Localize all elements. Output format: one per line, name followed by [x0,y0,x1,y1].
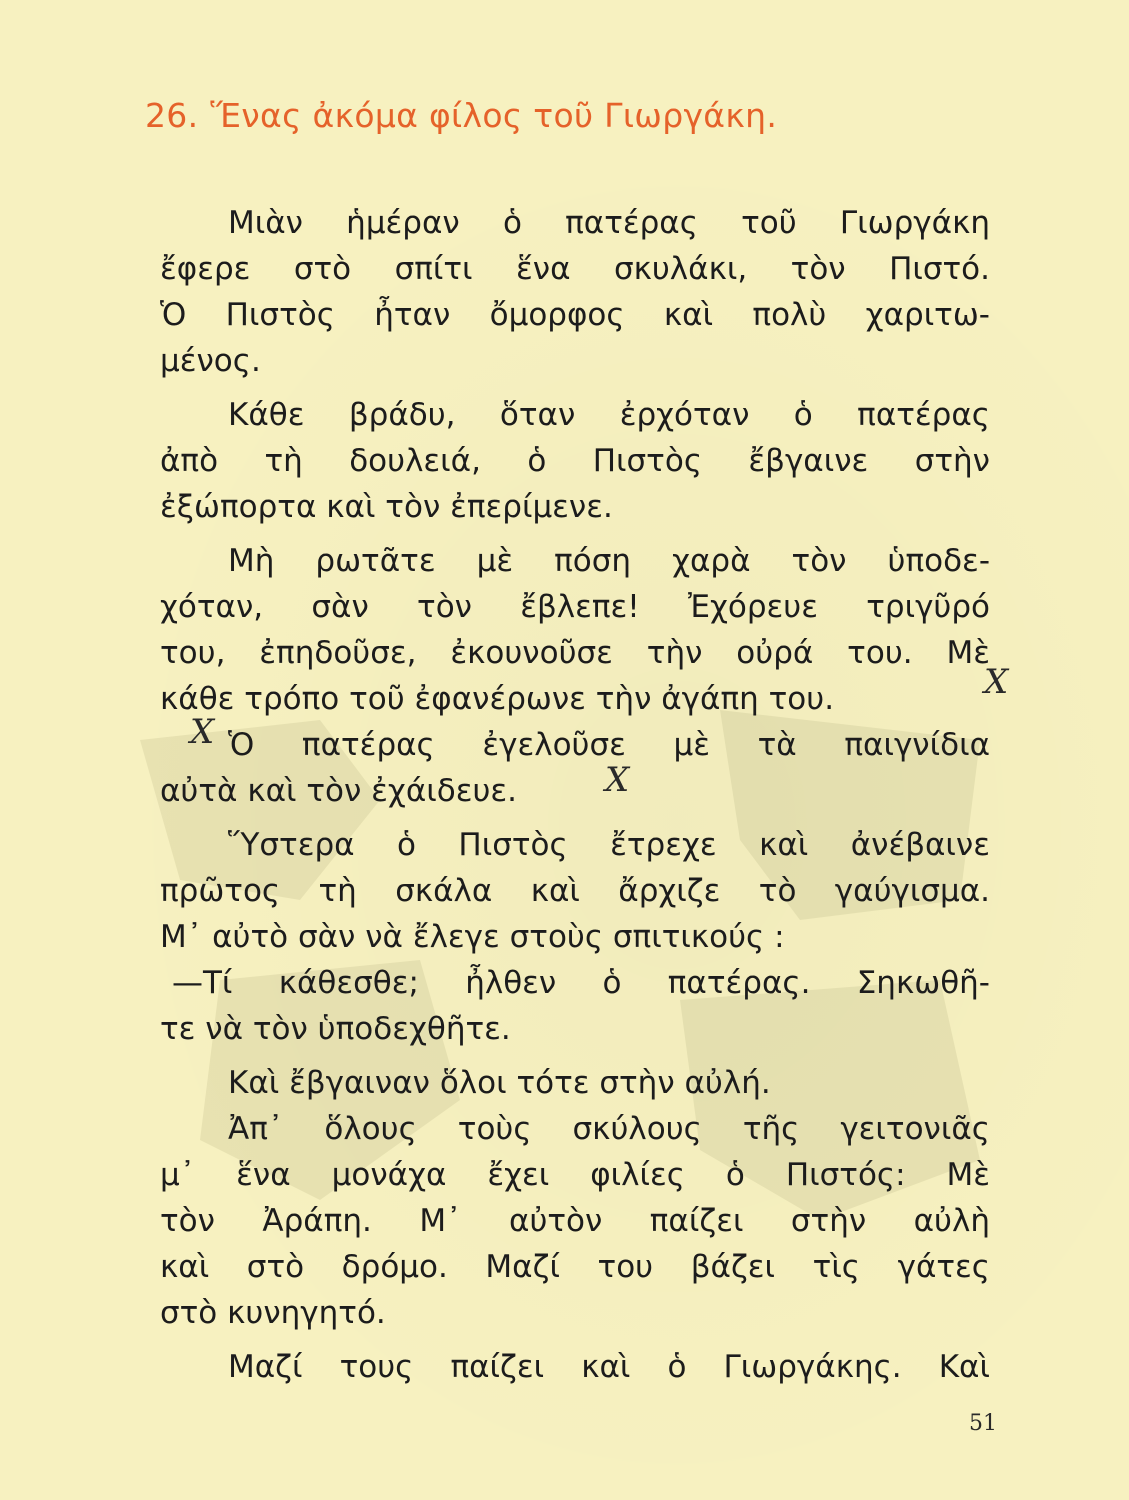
text-line: στὸ κυνηγητό. [160,1295,386,1331]
page-number: 51 [969,1411,997,1436]
story-text [160,200,990,1390]
text-line: τὸν Ἀράπη. Μ᾽ αὐτὸν παίζει στὴν αὐλὴ [160,1203,990,1239]
text-line: του, ἐπηδοῦσε, ἐκουνοῦσε τὴν οὐρά του. Μὲ [160,635,990,671]
text-line: χόταν, σὰν τὸν ἔβλεπε! Ἐχόρευε τριγῦρό [160,589,990,625]
text-line: αὐτὰ καὶ τὸν ἐχάιδευε. [160,773,518,809]
text-line: καὶ στὸ δρόμο. Μαζί του βάζει τὶς γάτες [160,1249,990,1285]
chapter-heading [145,96,777,135]
text-line: Κάθε βράδυ, ὅταν ἐρχόταν ὁ πατέρας [228,397,990,433]
chapter-number: 26. [145,96,199,135]
text-line: Μιὰν ἡμέραν ὁ πατέρας τοῦ Γιωργάκη [228,205,990,241]
text-line: Ὕστερα ὁ Πιστὸς ἔτρεχε καὶ ἀνέβαινε [228,827,990,863]
margin-mark: X [190,712,215,752]
text-line: μένος. [160,343,261,379]
text-line: Μ᾽ αὐτὸ σὰν νὰ ἔλεγε στοὺς σπιτικούς : [160,919,785,955]
text-line: Ἀπ᾽ ὅλους τοὺς σκύλους τῆς γειτονιᾶς [228,1111,990,1147]
text-line: —Τί κάθεσθε; ἦλθεν ὁ πατέρας. Σηκωθῆ- [172,965,990,1001]
text-line: ἔφερε στὸ σπίτι ἕνα σκυλάκι, τὸν Πιστό. [160,251,990,287]
text-line: Ὁ πατέρας ἐγελοῦσε μὲ τὰ παιγνίδια [228,727,990,763]
margin-mark: X [605,760,630,800]
text-line: κάθε τρόπο τοῦ ἐφανέρωνε τὴν ἀγάπη του. [160,681,835,717]
text-line: πρῶτος τὴ σκάλα καὶ ἄρχιζε τὸ γαύγισμα. [160,873,990,909]
text-line: ἐξώπορτα καὶ τὸν ἐπερίμενε. [160,489,613,525]
text-line: τε νὰ τὸν ὑποδεχθῆτε. [160,1011,511,1047]
text-line: Μὴ ρωτᾶτε μὲ πόση χαρὰ τὸν ὑποδε- [228,543,990,579]
text-line: ἀπὸ τὴ δουλειά, ὁ Πιστὸς ἔβγαινε στὴν [160,443,990,479]
chapter-title: Ἕνας ἀκόμα φίλος τοῦ Γιωργάκη. [210,96,778,135]
margin-mark: X [984,662,1009,702]
text-line: Καὶ ἔβγαιναν ὅλοι τότε στὴν αὐλή. [228,1065,771,1101]
text-line: μ᾽ ἕνα μονάχα ἔχει φιλίες ὁ Πιστός: Μὲ [160,1157,990,1193]
text-line: Μαζί τους παίζει καὶ ὁ Γιωργάκης. Καὶ [228,1349,990,1385]
text-line: Ὁ Πιστὸς ἦταν ὄμορφος καὶ πολὺ χαριτω- [160,297,990,333]
